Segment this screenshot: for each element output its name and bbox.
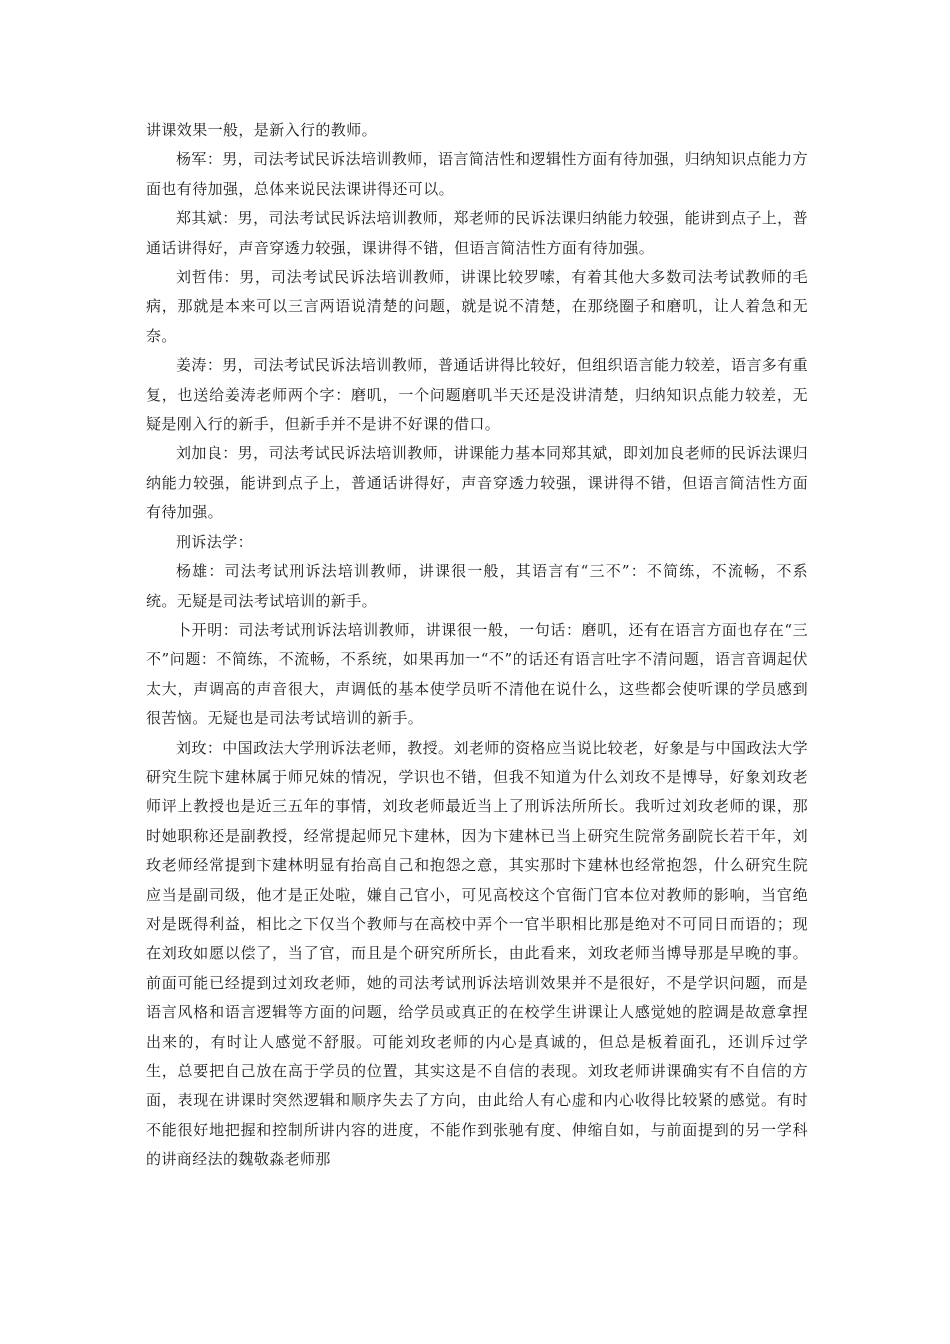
section-heading-criminal-procedure: 刑诉法学： <box>176 532 254 551</box>
paragraph-liu-jialiang: 刘加良：男，司法考试民诉法培训教师，讲课能力基本同郑其斌，即刘加良老师的民诉法课归纳能力较强，能讲到点子上，普通话讲得好，声音穿透力较强，课讲得不错，但语言简洁性方面有待加强。 <box>146 444 808 522</box>
paragraph-liu-mei: 刘玫：中国政法大学刑诉法老师，教授。刘老师的资格应当说比较老，好象是与中国政法大学研究生院卞建林属于师兄妹的情况，学识也不错，但我不知道为什么刘玫不是博导，好象刘玫老师评上教授也是近三五年的事情，刘玫老师最近当上了刑诉法所所长。我听过刘玫老师的课，那时她职称还是副教授，经常提起师兄卞建林，因为卞建林已当上研究生院常务副院长若干年，刘玫老师经常提到卞建林明显有抬高自己和抱怨之意，其实那时卞建林也经常抱怨，什么研究生院应当是副司级，他才是正处啦，嫌自己官小，可见高校这个官衙门官本位对教师的影响，当官绝对是既得利益，相比之下仅当个教师与在高校中弄个一官半职相比那是绝对不可同日而语的；现在刘玫如愿以偿了，当了官，而且是个研究所所长，由此看来，刘玫老师当博导那是早晚的事。前面可能已经提到过刘玫老师，她的司法考试刑诉法培训效果并不是很好，不是学识问题，而是语言风格和语言逻辑等方面的问题，给学员或真正的在校学生讲课让人感觉她的腔调是故意拿捏出来的，有时让人感觉不舒服。可能刘玫老师的内心是真诚的，但总是板着面孔，还训斥过学生，总要把自己放在高于学员的位置，其实这是不自信的表现。刘玫老师讲课确实有不自信的方面，表现在讲课时突然逻辑和顺序失去了方向，由此给人有心虚和内心收得比较紧的感觉。有时不能很好地把握和控制所讲内容的进度，不能作到张驰有度、伸缩自如，与前面提到的另一学科的讲商经法的魏敬淼老师那 <box>146 738 808 1169</box>
paragraph-zheng-qibin: 郑其斌：男，司法考试民诉法培训教师，郑老师的民诉法课归纳能力较强，能讲到点子上，普通话讲得好，声音穿透力较强，课讲得不错，但语言简洁性方面有待加强。 <box>146 209 808 257</box>
paragraph-bu-kaiming: 卜开明：司法考试刑诉法培训教师，讲课很一般，一句话：磨叽，还有在语言方面也存在“三不”问题：不简练，不流畅，不系统，如果再加一“不”的话还有语言吐字不清问题，语言音调起伏太大，声调高的声音很大，声调低的基本使学员听不清他在说什么，这些都会使听课的学员感到很苦恼。无疑也是司法考试培训的新手。 <box>146 620 808 728</box>
document-page <box>146 116 808 1175</box>
paragraph-continuation: 讲课效果一般，是新入行的教师。 <box>146 121 378 139</box>
paragraph-yang-jun: 杨军：男，司法考试民诉法培训教师，语言简洁性和逻辑性方面有待加强，归纳知识点能力方面也有待加强，总体来说民法课讲得还可以。 <box>146 150 808 198</box>
paragraph-yang-xiong: 杨雄：司法考试刑诉法培训教师，讲课很一般，其语言有“三不”：不简练，不流畅，不系统。无疑是司法考试培训的新手。 <box>146 562 808 610</box>
paragraph-liu-zhewei: 刘哲伟：男，司法考试民诉法培训教师，讲课比较罗嗦，有着其他大多数司法考试教师的毛病，那就是本来可以三言两语说清楚的问题，就是说不清楚，在那绕圈子和磨叽，让人着急和无奈。 <box>146 268 808 345</box>
paragraph-jiang-tao: 姜涛：男，司法考试民诉法培训教师，普通话讲得比较好，但组织语言能力较差，语言多有重复，也送给姜涛老师两个字：磨叽，一个问题磨叽半天还是没讲清楚，归纳知识点能力较差，无疑是刚入行的新手，但新手并不是讲不好课的借口。 <box>146 356 808 434</box>
